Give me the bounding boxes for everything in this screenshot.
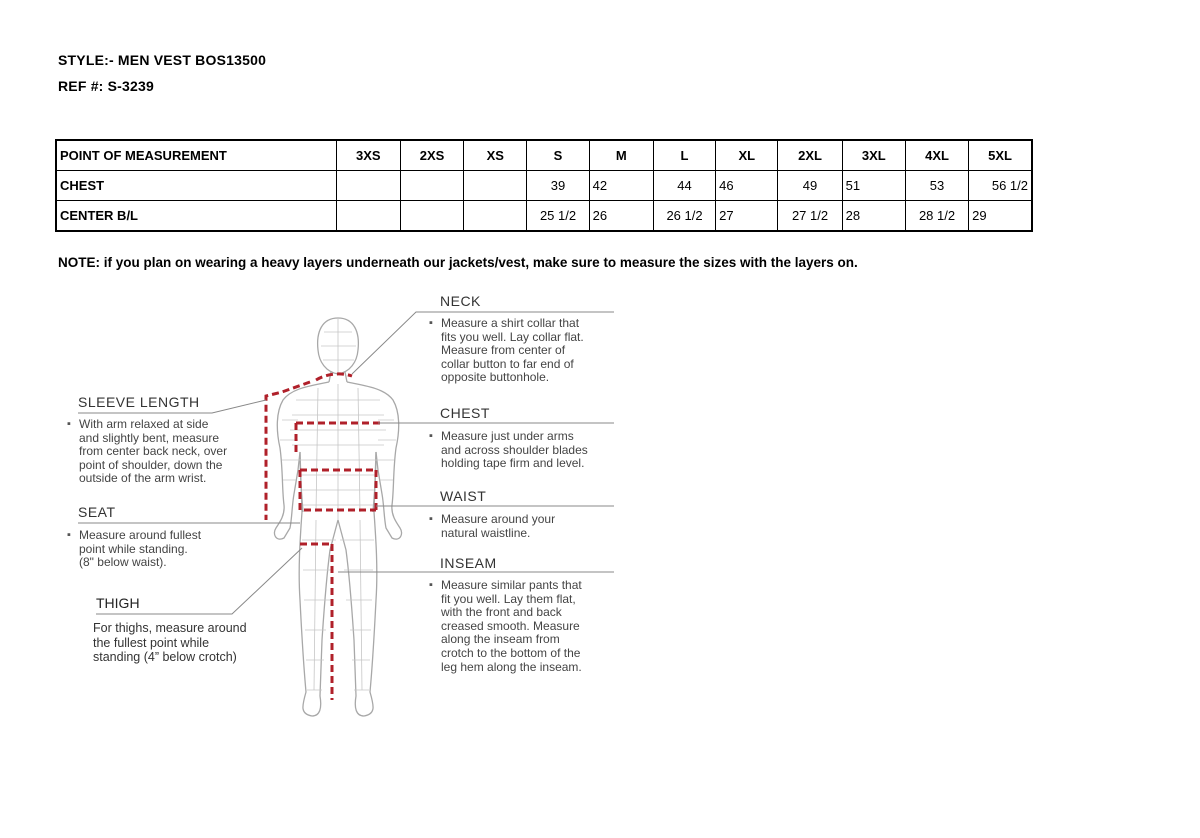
thigh-title: THIGH [96, 595, 140, 611]
row-label: CHEST [56, 171, 336, 201]
column-header: 5XL [969, 140, 1032, 171]
table-cell: 28 [842, 201, 905, 232]
waist-description: ▪ Measure around your natural waistline. [441, 513, 555, 540]
layering-note: NOTE: if you plan on wearing a heavy layers underneath our jackets/vest, make sure to measure the sizes with the layers on. [58, 255, 858, 270]
inseam-title: INSEAM [440, 555, 497, 571]
table-cell: 39 [527, 171, 589, 201]
table-cell: 49 [778, 171, 842, 201]
column-header: M [589, 140, 653, 171]
sleeve-length-title: SLEEVE LENGTH [78, 394, 200, 410]
seat-title: SEAT [78, 504, 116, 520]
column-header: XL [716, 140, 778, 171]
row-label: CENTER B/L [56, 201, 336, 232]
column-header: 3XL [842, 140, 905, 171]
column-header: POINT OF MEASUREMENT [56, 140, 336, 171]
table-cell: 25 1/2 [527, 201, 589, 232]
table-cell: 46 [716, 171, 778, 201]
column-header: 2XS [400, 140, 463, 171]
waist-title: WAIST [440, 488, 487, 504]
sleeve-length-description: ▪ With arm relaxed at side and slightly bent, measure from center back neck, over point of shoulder, down the outside of the arm wrist. [79, 418, 227, 486]
style-line: STYLE:- MEN VEST BOS13500 [58, 52, 267, 68]
table-cell: 42 [589, 171, 653, 201]
table-cell: 26 1/2 [653, 201, 715, 232]
neck-description: ▪ Measure a shirt collar that fits you well. Lay collar flat. Measure from center of collar button to far end of opposite buttonhole. [441, 317, 584, 385]
chest-title: CHEST [440, 405, 490, 421]
table-cell: 44 [653, 171, 715, 201]
table-cell: 28 1/2 [905, 201, 968, 232]
table-cell: 29 [969, 201, 1032, 232]
inseam-description: ▪ Measure similar pants that fit you well. Lay them flat, with the front and back creased smooth. Measure along the inseam from crotch to the bottom of the leg hem along the inseam. [441, 579, 582, 674]
column-header: 3XS [336, 140, 400, 171]
thigh-description: For thighs, measure around the fullest point while standing (4” below crotch) [93, 621, 247, 664]
table-cell: 51 [842, 171, 905, 201]
table-cell: 56 1/2 [969, 171, 1032, 201]
table-cell: 27 [716, 201, 778, 232]
ref-line: REF #: S-3239 [58, 78, 154, 94]
chest-description: ▪ Measure just under arms and across shoulder blades holding tape firm and level. [441, 430, 588, 471]
measurement-lines [266, 374, 380, 700]
column-header: S [527, 140, 589, 171]
column-header: 4XL [905, 140, 968, 171]
table-cell: 27 1/2 [778, 201, 842, 232]
neck-title: NECK [440, 293, 481, 309]
table-cell: 26 [589, 201, 653, 232]
column-header: 2XL [778, 140, 842, 171]
column-header: XS [464, 140, 527, 171]
table-cell: 53 [905, 171, 968, 201]
seat-description: ▪ Measure around fullest point while standing. (8" below waist). [79, 529, 201, 570]
column-header: L [653, 140, 715, 171]
